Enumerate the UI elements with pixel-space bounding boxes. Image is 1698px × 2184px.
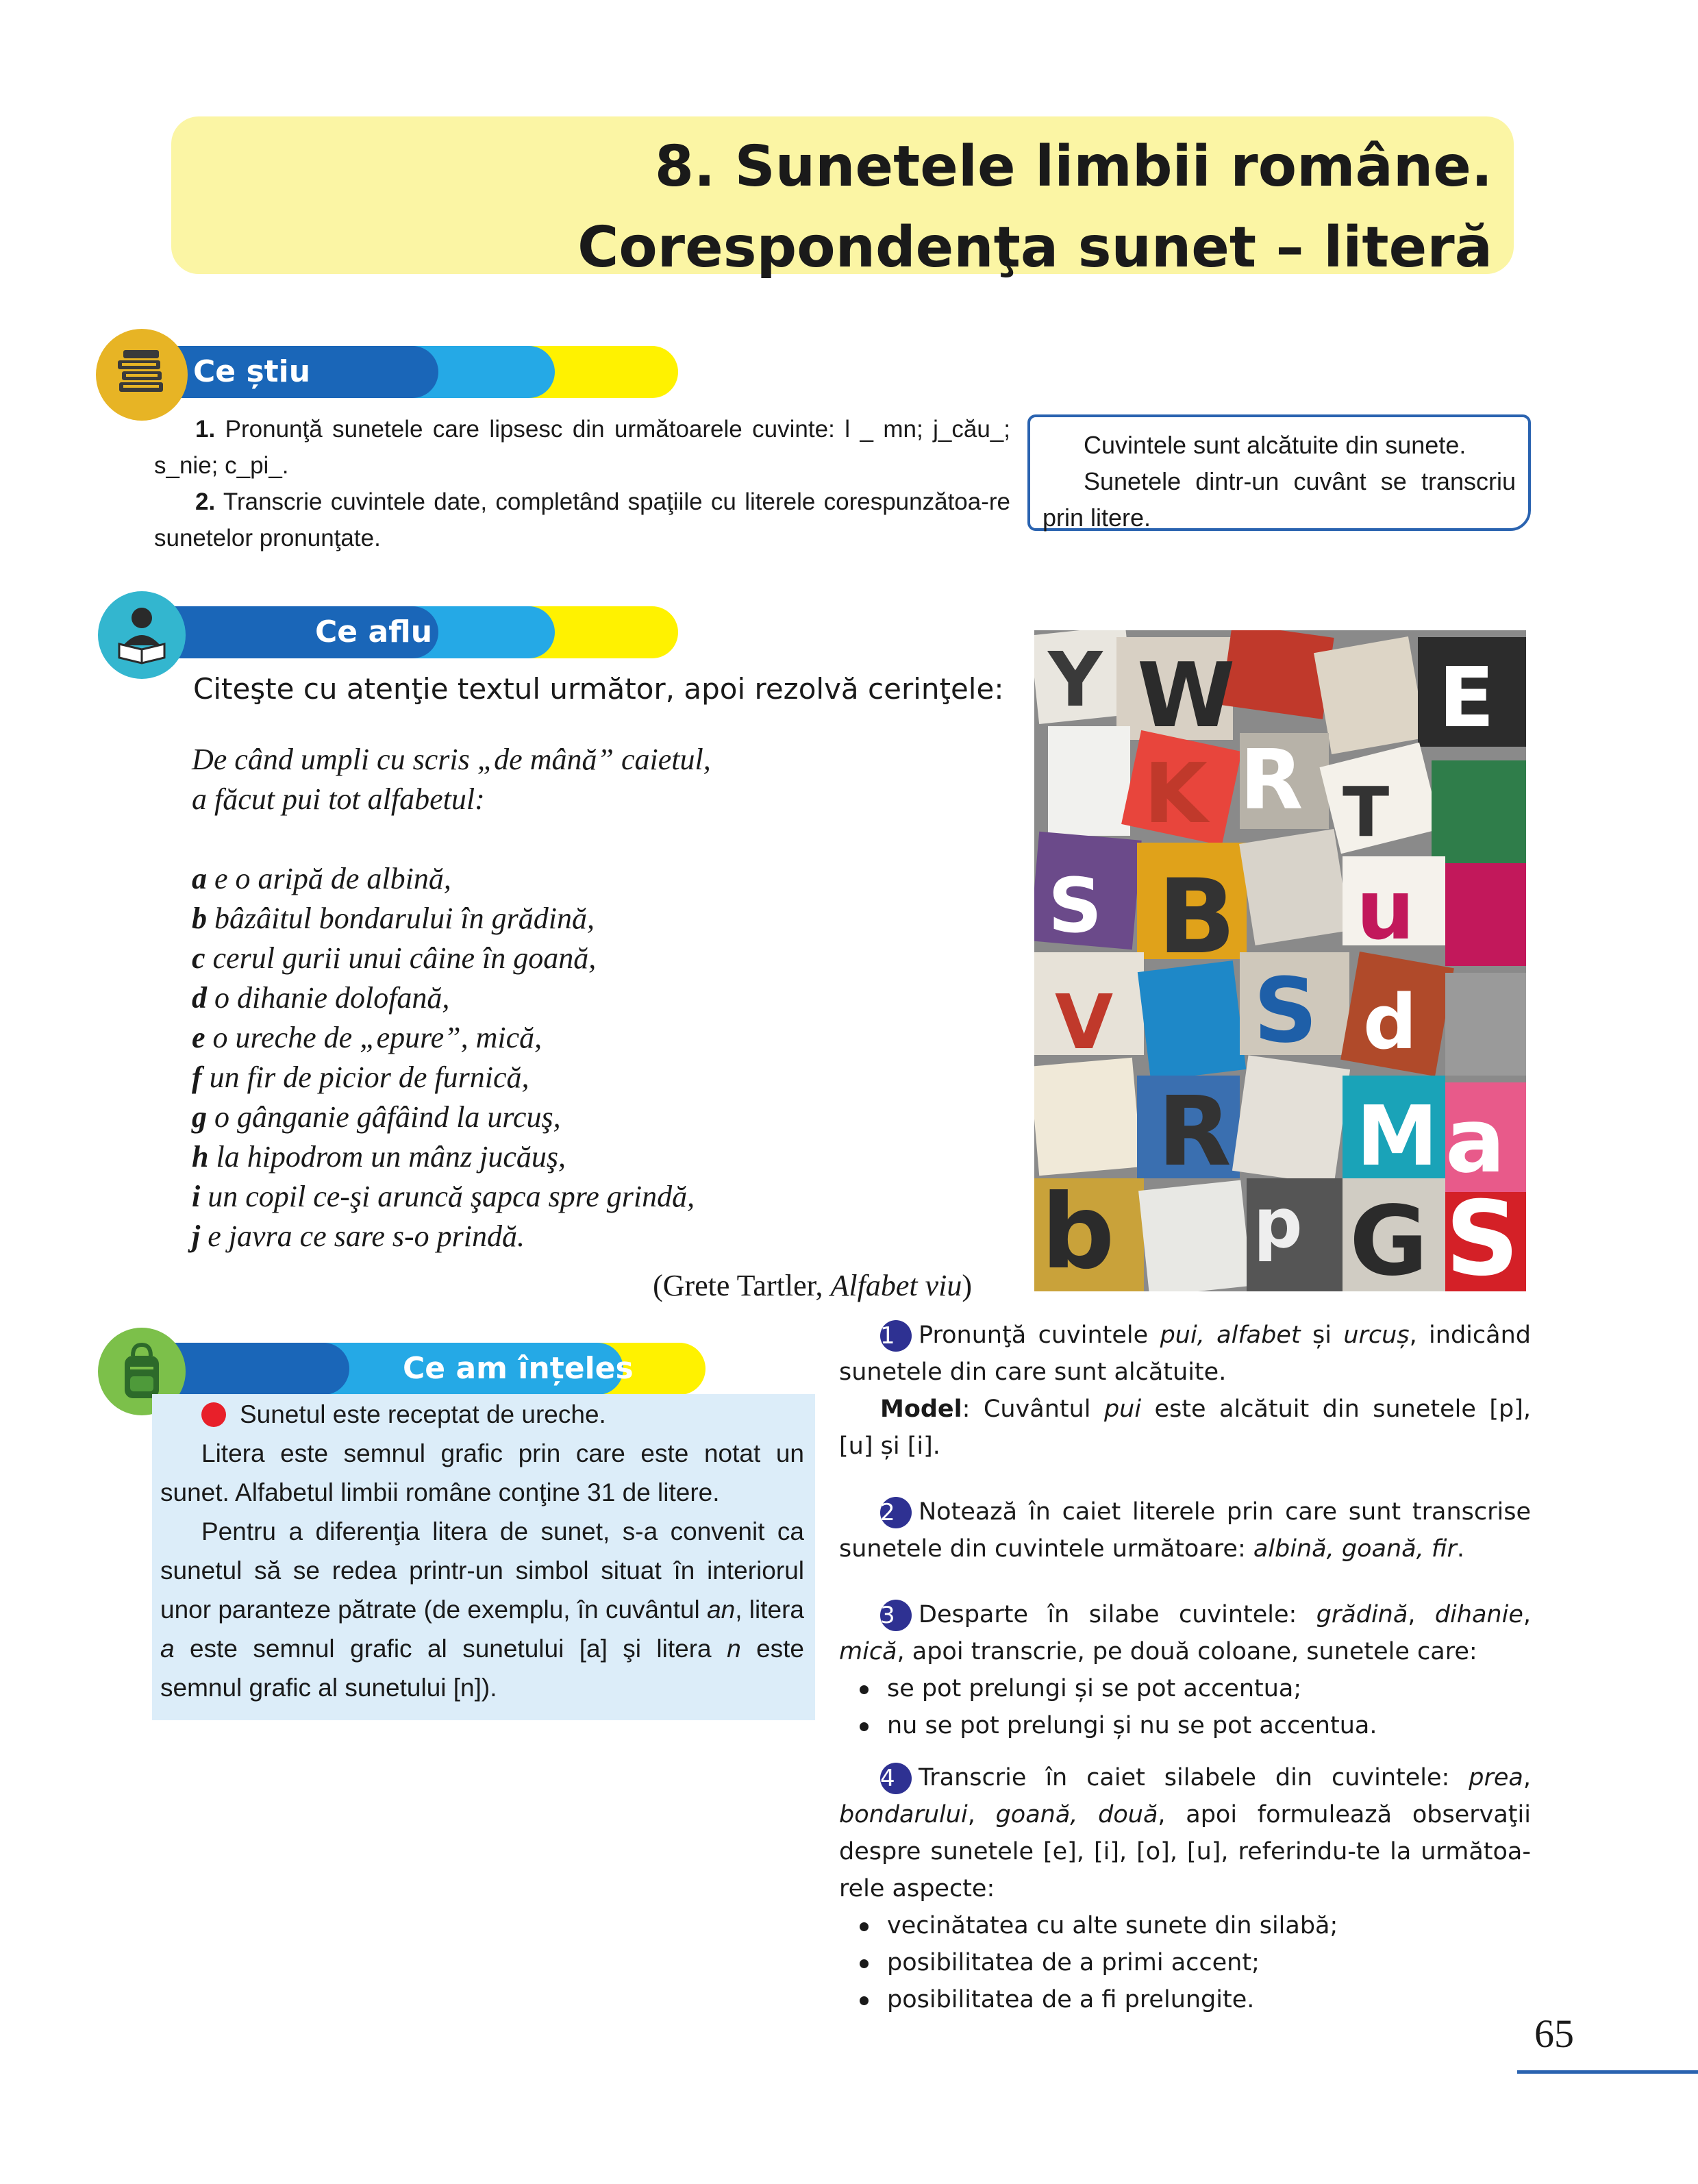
section-label-ce-aflu: Ce aflu <box>315 615 433 649</box>
list-item: posibilitatea de a primi accent; <box>839 1944 1531 1981</box>
note-box <box>1027 414 1531 531</box>
title-line-2: Corespondenţa sunet – literă <box>577 215 1493 280</box>
poem-verse: f un fir de picior de furnică, <box>192 1060 529 1094</box>
ce-aflu-intro: Citeşte cu atenţie textul următor, apoi rezolvă cerinţele: <box>193 672 1004 706</box>
poem-verse: g o gânganie gâfâind la urcuş, <box>192 1100 561 1134</box>
svg-text:d: d <box>1363 978 1417 1066</box>
svg-text:u: u <box>1356 863 1415 958</box>
poem-verse: c cerul gurii unui câine în goană, <box>192 941 597 975</box>
poem <box>192 740 1014 1256</box>
red-bullet-icon <box>201 1402 226 1427</box>
poem-verse: d o dihanie dolofană, <box>192 981 450 1015</box>
poem-source: (Grete Tartler, Alfabet viu) <box>653 1269 972 1302</box>
exercise-number: 2 <box>880 1497 912 1528</box>
svg-text:T: T <box>1343 772 1390 852</box>
exercise-1-model: Model: Cuvântul pui este alcătuit din sunetele [p], [u] și [i]. <box>839 1395 1532 1460</box>
understanding-p1: Sunetul este receptat de ureche. <box>240 1400 606 1428</box>
svg-text:R: R <box>1240 733 1303 828</box>
svg-text:R: R <box>1158 1076 1232 1188</box>
understanding-p2: Litera este semnul grafic prin care este notat un sunet. Alfabetul limbii române conţine 31 de litere. <box>160 1439 804 1506</box>
section-label-ce-stiu: Ce știu <box>193 354 311 389</box>
svg-text:Y: Y <box>1048 636 1103 723</box>
note-line-2: Sunetele dintr-un cuvânt se transcriu prin litere. <box>1042 467 1516 532</box>
svg-text:G: G <box>1349 1186 1428 1291</box>
svg-text:E: E <box>1438 651 1495 746</box>
exercise-number: 3 <box>880 1600 912 1631</box>
page-number: 65 <box>1534 2011 1574 2056</box>
page-title <box>577 127 1493 288</box>
svg-text:V: V <box>1055 978 1114 1066</box>
understanding-p3: Pentru a diferenţia litera de sunet, s-a convenit ca sunetul să se redea printr-un simbol situat în interiorul unor paranteze pătrate (de exemplu, în cuvântul an, litera a este semnul grafic al sunetului [a] şi litera n este semnul grafic al sunetului [n]). <box>160 1517 805 1702</box>
svg-text:S: S <box>1253 958 1318 1063</box>
svg-text:B: B <box>1158 858 1236 977</box>
ce-stiu-exercise-1: 1. Pronunţă sunetele care lipsesc din următoarele cuvinte: l _ mn; j_cău_; s_nie; c_pi_. <box>154 416 1010 479</box>
exercise-4: 4 Transcrie în caiet silabele din cuvintele: prea, bondarului, goană, două, apoi formulează observaţii despre sunetele [e], [i], [o], [u], referindu-te la următoa-rele aspecte: <box>839 1764 1531 1902</box>
exercise-1: 1 Pronunţă cuvintele pui, alfabet și urcuș, indicând sunetele din care sunt alcătuite. <box>839 1321 1531 1386</box>
list-item: se pot prelungi și se pot accentua; <box>839 1670 1531 1707</box>
poem-verse: e o ureche de „epure”, mică, <box>192 1021 542 1054</box>
title-line-1: 8. Sunetele limbii române. <box>654 134 1493 199</box>
list-item: nu se pot prelungi și nu se pot accentua. <box>839 1707 1531 1744</box>
exercise-3: 3 Desparte în silabe cuvintele: grădină, dihanie, mică, apoi transcrie, pe două coloane, sunetele care: <box>839 1601 1531 1665</box>
list-item: vecinătatea cu alte sunete din silabă; <box>839 1907 1531 1944</box>
reader-icon <box>96 589 188 681</box>
section-label-ce-am-inteles: Ce am înțeles <box>403 1351 634 1386</box>
exercise-number: 1 <box>880 1320 912 1352</box>
note-line-1: Cuvintele sunt alcătuite din sunete. <box>1084 431 1466 459</box>
poem-verse: j e javra ce sare s-o prindă. <box>192 1219 525 1253</box>
exercise-3-bullets <box>839 1670 1531 1744</box>
poem-intro-line: a făcut pui tot alfabetul: <box>192 782 485 816</box>
poem-verse: a e o aripă de albină, <box>192 862 451 895</box>
svg-text:M: M <box>1356 1089 1438 1184</box>
list-item: posibilitatea de a fi prelungite. <box>839 1981 1531 2018</box>
svg-text:a: a <box>1445 1089 1506 1193</box>
exercise-4-bullets <box>839 1907 1531 2018</box>
svg-text:p: p <box>1253 1183 1303 1263</box>
poem-verse: h la hipodrom un mânz jucăuş, <box>192 1140 566 1174</box>
svg-text:b: b <box>1041 1173 1115 1291</box>
poem-intro-line: De când umpli cu scris „de mână” caietul, <box>192 743 711 776</box>
section-header-ce-am-inteles <box>151 1343 706 1395</box>
section-header-ce-aflu <box>151 606 678 658</box>
letters-collage-image <box>1034 630 1526 1291</box>
section-header-ce-stiu <box>151 346 678 398</box>
svg-text:K: K <box>1144 747 1208 842</box>
svg-text:S: S <box>1048 862 1103 950</box>
books-icon <box>96 329 188 421</box>
poem-verse: i un copil ce-şi aruncă şapca spre grindă, <box>192 1180 695 1213</box>
ce-stiu-exercise-2: 2. Transcrie cuvintele date, completând spaţiile cu literele corespunzătoa-re sunetelor pronunţate. <box>154 488 1010 551</box>
page-number-rule <box>1517 2070 1698 2074</box>
svg-text:S: S <box>1445 1180 1520 1291</box>
exercise-2: 2 Notează în caiet literele prin care sunt transcrise sunetele din cuvintele următoare: albină, goană, fir. <box>839 1498 1531 1563</box>
svg-text:W: W <box>1137 643 1236 747</box>
exercise-number: 4 <box>880 1763 912 1794</box>
poem-verse: b bâzâitul bondarului în grădină, <box>192 902 595 935</box>
